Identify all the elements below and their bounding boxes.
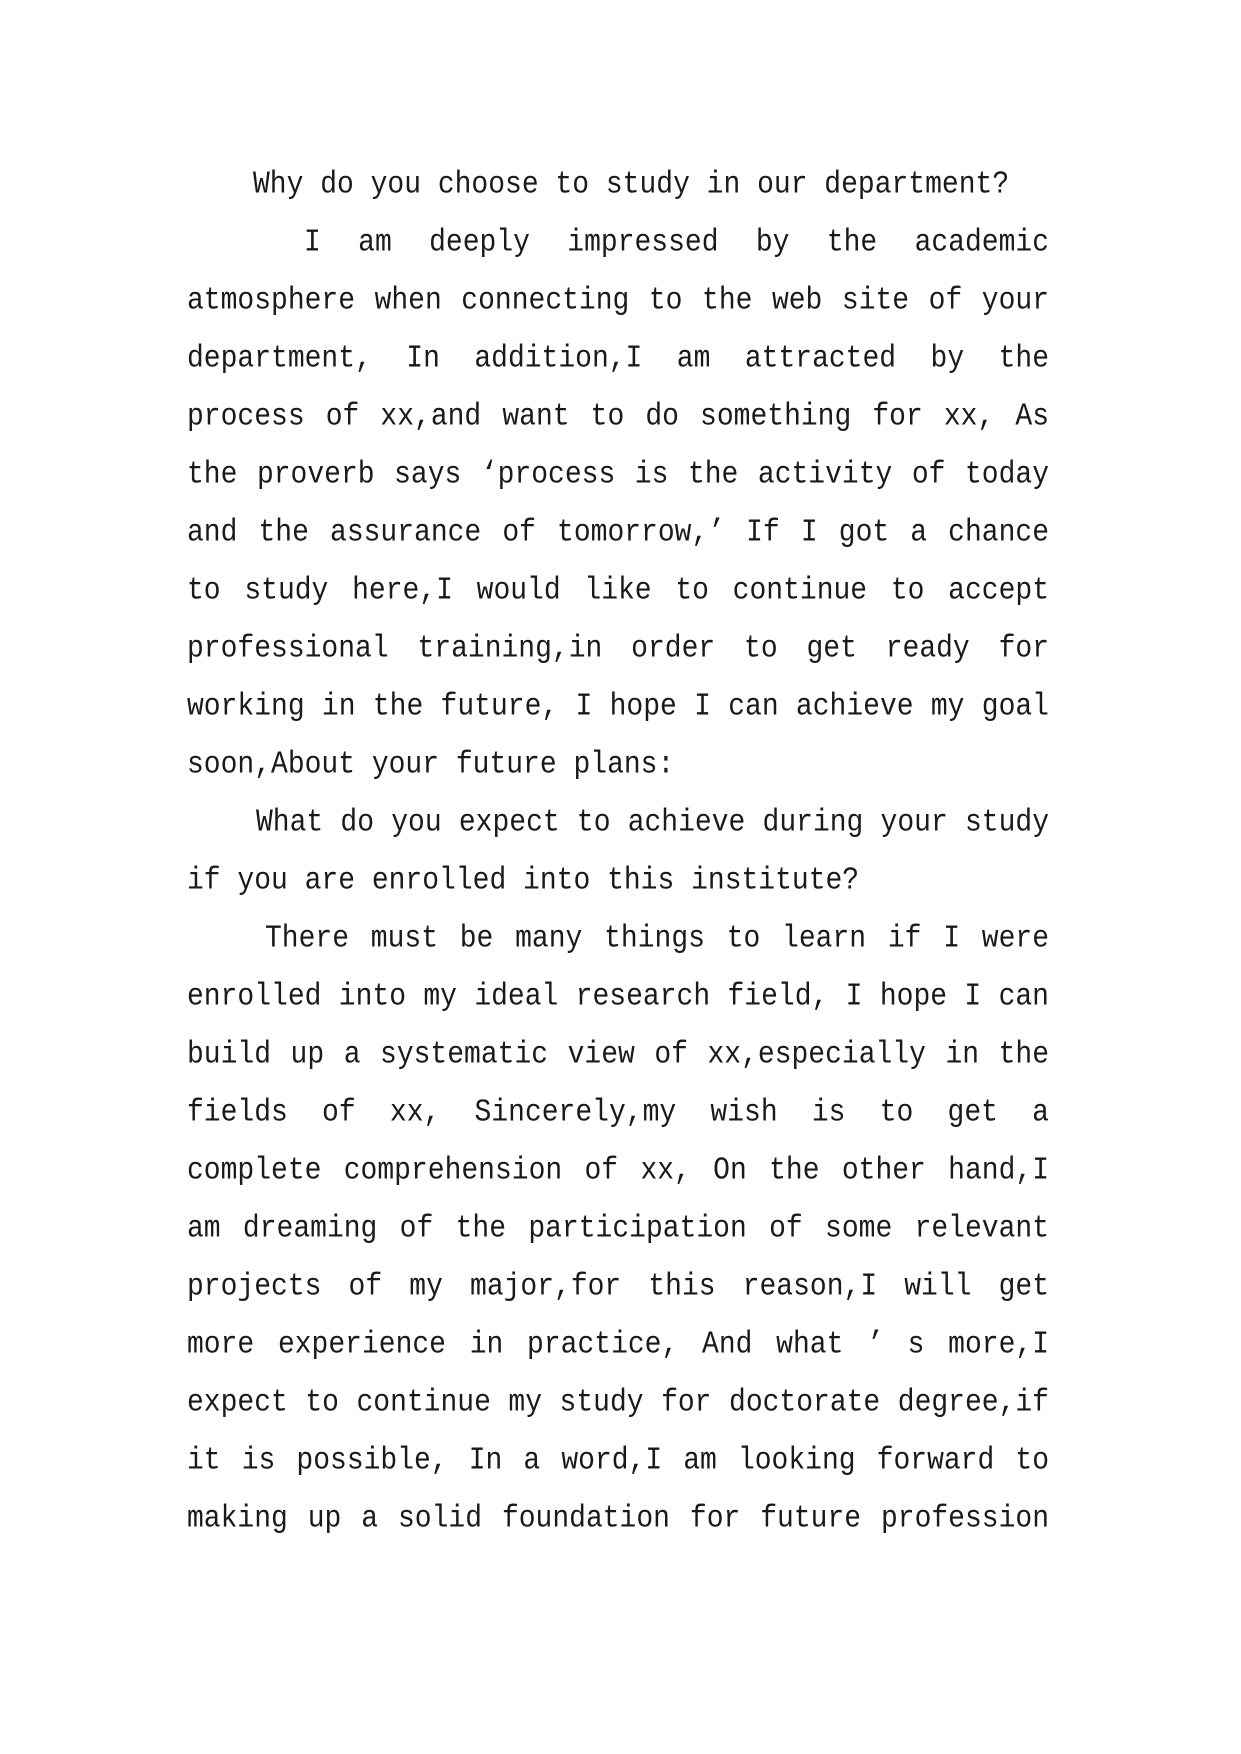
paragraph-line: more experience in practice, And what ’ s more,I (187, 1328, 1049, 1363)
paragraph-line: making up a solid foundation for future profession (187, 1502, 1049, 1537)
paragraph-line: department, In addition,I am attracted by the (187, 342, 1049, 377)
question-heading: Why do you choose to study in our department? (253, 168, 1010, 203)
paragraph-line: and the assurance of tomorrow,’ If I got a chance (187, 516, 1049, 551)
question-heading: What do you expect to achieve during your study (256, 806, 1049, 841)
question-heading: if you are enrolled into this institute? (187, 864, 860, 899)
paragraph-line: complete comprehension of xx, On the other hand,I (187, 1154, 1049, 1189)
paragraph-line: to study here,I would like to continue to accept (187, 574, 1049, 609)
paragraph-line: professional training,in order to get ready for (187, 632, 1049, 667)
paragraph-line: atmosphere when connecting to the web site of your (187, 284, 1049, 319)
paragraph-line: expect to continue my study for doctorate degree,if (187, 1386, 1049, 1421)
paragraph-line: enrolled into my ideal research field, I hope I can (187, 980, 1049, 1015)
paragraph-line: I am deeply impressed by the academic (304, 226, 1049, 261)
paragraph-line: There must be many things to learn if I were (265, 922, 1049, 957)
paragraph-line: am dreaming of the participation of some relevant (187, 1212, 1049, 1247)
paragraph-line: the proverb says ‘process is the activity of today (187, 458, 1049, 493)
paragraph-line: working in the future, I hope I can achieve my goal (187, 690, 1049, 725)
paragraph-line: projects of my major,for this reason,I will get (187, 1270, 1049, 1305)
paragraph-line: build up a systematic view of xx,especially in the (187, 1038, 1049, 1073)
paragraph-line: fields of xx, Sincerely,my wish is to get a (187, 1096, 1049, 1131)
paragraph-line: process of xx,and want to do something for xx, As (187, 400, 1049, 435)
paragraph-line: it is possible, In a word,I am looking forward to (187, 1444, 1049, 1479)
paragraph-line: soon,About your future plans: (187, 748, 675, 783)
